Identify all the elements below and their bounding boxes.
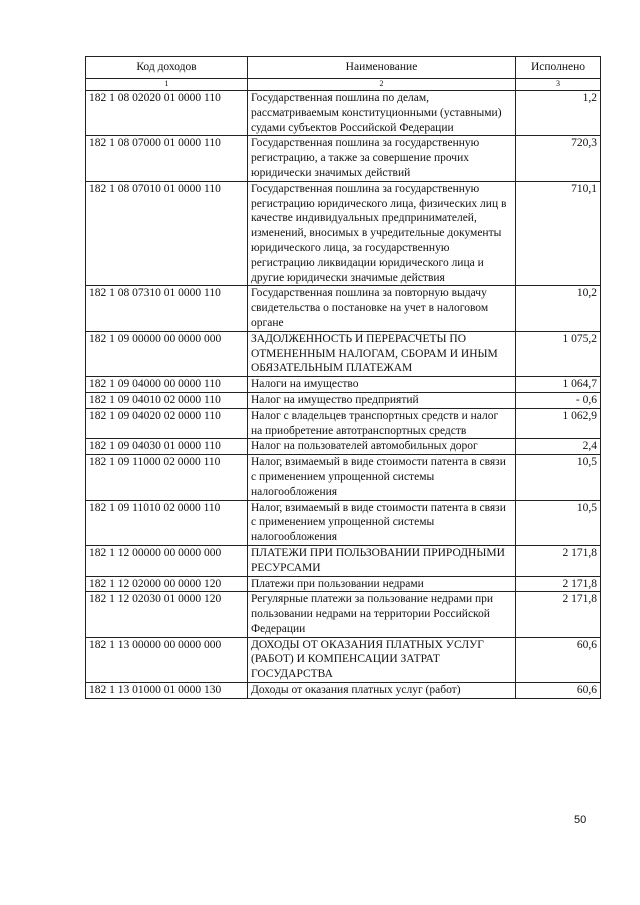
- revenue-code: 182 1 13 01000 01 0000 130: [86, 683, 248, 699]
- table-row: [86, 181, 601, 286]
- revenue-amount: 2 171,8: [516, 592, 601, 637]
- revenue-name: Налог на имущество предприятий: [248, 392, 516, 408]
- revenue-amount: 60,6: [516, 683, 601, 699]
- revenue-code: 182 1 08 07000 01 0000 110: [86, 136, 248, 181]
- revenue-amount: 2 171,8: [516, 545, 601, 576]
- revenue-name: ПЛАТЕЖИ ПРИ ПОЛЬЗОВАНИИ ПРИРОДНЫМИ РЕСУРСАМИ: [248, 545, 516, 576]
- table-row: [86, 683, 601, 699]
- revenue-amount: - 0,6: [516, 392, 601, 408]
- revenue-code: 182 1 08 02020 01 0000 110: [86, 91, 248, 136]
- revenue-code: 182 1 09 04010 02 0000 110: [86, 392, 248, 408]
- revenue-code: 182 1 09 04020 02 0000 110: [86, 408, 248, 439]
- revenue-amount: 1 075,2: [516, 331, 601, 376]
- revenue-amount: 2 171,8: [516, 576, 601, 592]
- table-row: [86, 455, 601, 500]
- table-row: [86, 439, 601, 455]
- revenue-code: 182 1 09 11010 02 0000 110: [86, 500, 248, 545]
- table-row: [86, 331, 601, 376]
- revenue-amount: 10,5: [516, 500, 601, 545]
- header-code: Код доходов: [86, 57, 248, 79]
- revenue-code: 182 1 12 02000 00 0000 120: [86, 576, 248, 592]
- revenue-name: ЗАДОЛЖЕННОСТЬ И ПЕРЕРАСЧЕТЫ ПО ОТМЕНЕННЫМ НАЛОГАМ, СБОРАМ И ИНЫМ ОБЯЗАТЕЛЬНЫМ ПЛАТЕЖАМ: [248, 331, 516, 376]
- revenue-amount: 1 064,7: [516, 377, 601, 393]
- revenue-table: [85, 56, 601, 699]
- revenue-name: Налог, взимаемый в виде стоимости патента в связи с применением упрощенной системы налогообложения: [248, 500, 516, 545]
- column-number-row: [86, 79, 601, 91]
- revenue-code: 182 1 12 02030 01 0000 120: [86, 592, 248, 637]
- table-row: [86, 592, 601, 637]
- table-row: [86, 377, 601, 393]
- revenue-name: Налог с владельцев транспортных средств и налог на приобретение автотранспортных средств: [248, 408, 516, 439]
- revenue-name: Доходы от оказания платных услуг (работ): [248, 683, 516, 699]
- revenue-code: 182 1 09 11000 02 0000 110: [86, 455, 248, 500]
- header-amount: Исполнено: [516, 57, 601, 79]
- revenue-name: Налоги на имущество: [248, 377, 516, 393]
- table-header-row: [86, 57, 601, 79]
- revenue-amount: 710,1: [516, 181, 601, 286]
- revenue-name: Платежи при пользовании недрами: [248, 576, 516, 592]
- revenue-name: Государственная пошлина за повторную выдачу свидетельства о постановке на учет в налоговом органе: [248, 286, 516, 331]
- revenue-name: ДОХОДЫ ОТ ОКАЗАНИЯ ПЛАТНЫХ УСЛУГ (РАБОТ) И КОМПЕНСАЦИИ ЗАТРАТ ГОСУДАРСТВА: [248, 637, 516, 682]
- table-row: [86, 500, 601, 545]
- table-row: [86, 408, 601, 439]
- revenue-code: 182 1 08 07310 01 0000 110: [86, 286, 248, 331]
- revenue-amount: 60,6: [516, 637, 601, 682]
- revenue-name: Государственная пошлина за государственную регистрацию, а также за совершение прочих юридически значимых действий: [248, 136, 516, 181]
- column-number-3: 3: [516, 79, 601, 91]
- revenue-amount: 10,2: [516, 286, 601, 331]
- table-row: [86, 545, 601, 576]
- table-row: [86, 576, 601, 592]
- revenue-code: 182 1 13 00000 00 0000 000: [86, 637, 248, 682]
- table-row: [86, 286, 601, 331]
- revenue-code: 182 1 09 04030 01 0000 110: [86, 439, 248, 455]
- revenue-amount: 10,5: [516, 455, 601, 500]
- revenue-code: 182 1 09 04000 00 0000 110: [86, 377, 248, 393]
- table-row: [86, 91, 601, 136]
- revenue-amount: 720,3: [516, 136, 601, 181]
- revenue-amount: 1 062,9: [516, 408, 601, 439]
- table-row: [86, 136, 601, 181]
- header-name: Наименование: [248, 57, 516, 79]
- page-number: 50: [574, 814, 587, 826]
- revenue-code: 182 1 12 00000 00 0000 000: [86, 545, 248, 576]
- revenue-name: Налог на пользователей автомобильных дорог: [248, 439, 516, 455]
- revenue-code: 182 1 08 07010 01 0000 110: [86, 181, 248, 286]
- revenue-amount: 1,2: [516, 91, 601, 136]
- table-row: [86, 392, 601, 408]
- column-number-2: 2: [248, 79, 516, 91]
- revenue-name: Регулярные платежи за пользование недрами при пользовании недрами на территории Российской Федерации: [248, 592, 516, 637]
- table-row: [86, 637, 601, 682]
- revenue-amount: 2,4: [516, 439, 601, 455]
- revenue-name: Налог, взимаемый в виде стоимости патента в связи с применением упрощенной системы налогообложения: [248, 455, 516, 500]
- column-number-1: 1: [86, 79, 248, 91]
- revenue-name: Государственная пошлина за государственную регистрацию юридического лица, физических лиц в качестве индивидуальных предпринимателей, изменений, вносимых в учредительные документы юридического лица, за государственную регистрацию ликвидации юридического лица и другие юридически значимые действия: [248, 181, 516, 286]
- revenue-code: 182 1 09 00000 00 0000 000: [86, 331, 248, 376]
- revenue-name: Государственная пошлина по делам, рассматриваемым конституционными (уставными) судами субъектов Российской Федерации: [248, 91, 516, 136]
